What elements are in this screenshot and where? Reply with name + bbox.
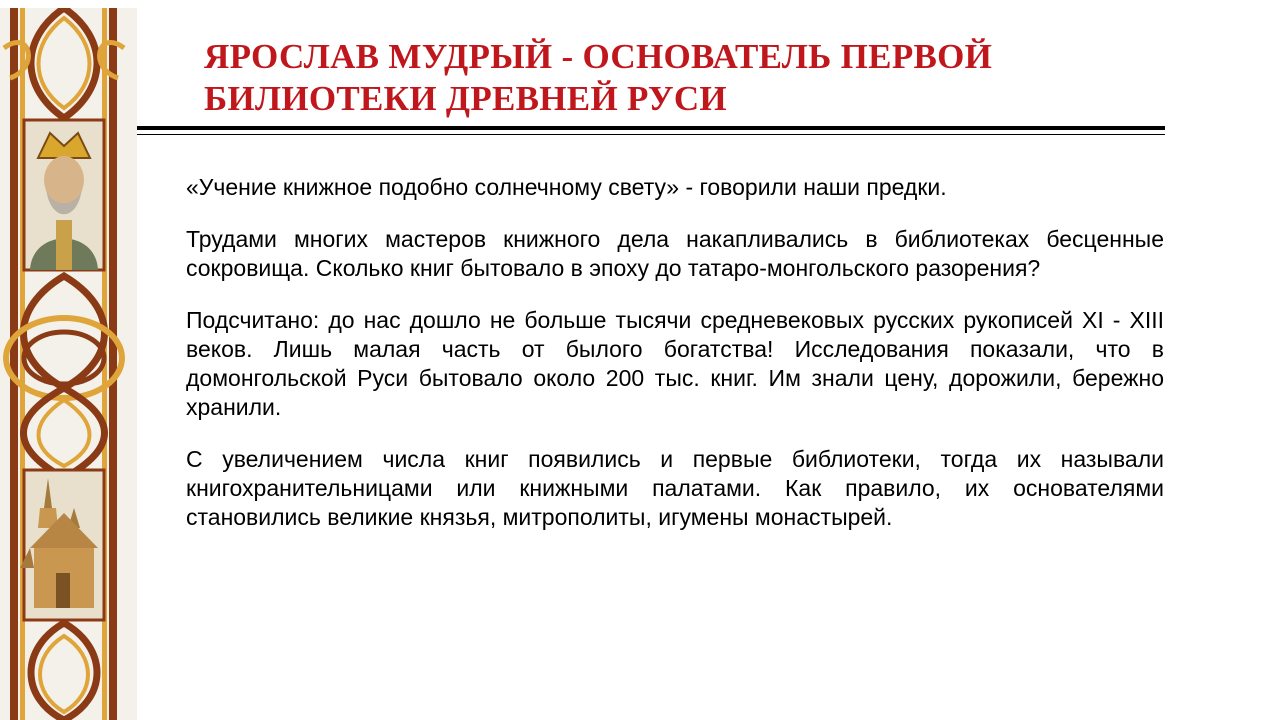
slide-title	[204, 36, 1144, 120]
slide-title-line-2: БИЛИОТЕКИ ДРЕВНЕЙ РУСИ	[204, 79, 727, 118]
title-divider-thin	[137, 134, 1165, 135]
ornamental-border	[0, 8, 137, 720]
slide-title-line-1: ЯРОСЛАВ МУДРЫЙ - ОСНОВАТЕЛЬ ПЕРВОЙ	[204, 37, 993, 76]
title-divider-thick	[137, 126, 1165, 130]
paragraph-manuscripts: Подсчитано: до нас дошло не больше тысячи средневековых русских рукописей XI - XIII веков. Лишь малая часть от былого богатства! Исследования показали, что в домонгольской Руси бытовало около 200 тыс. книг. Им знали цену, дорожили, бережно хранили.	[186, 307, 1164, 420]
paragraph-libraries: С увеличением числа книг появились и первые библиотеки, тогда их называли книгохранительницами или книжными палатами. Как правило, их основателями становились великие князья, митрополиты, игумены монастырей.	[186, 446, 1164, 530]
slide-body	[186, 173, 1164, 555]
paragraph-quote: «Учение книжное подобно солнечному свету» - говорили наши предки.	[186, 174, 947, 200]
paragraph-treasures: Трудами многих мастеров книжного дела накапливались в библиотеках бесценные сокровища. Сколько книг бытовало в эпоху до татаро-монгольского разорения?	[186, 226, 1164, 281]
knotwork-pattern-icon	[0, 8, 137, 720]
